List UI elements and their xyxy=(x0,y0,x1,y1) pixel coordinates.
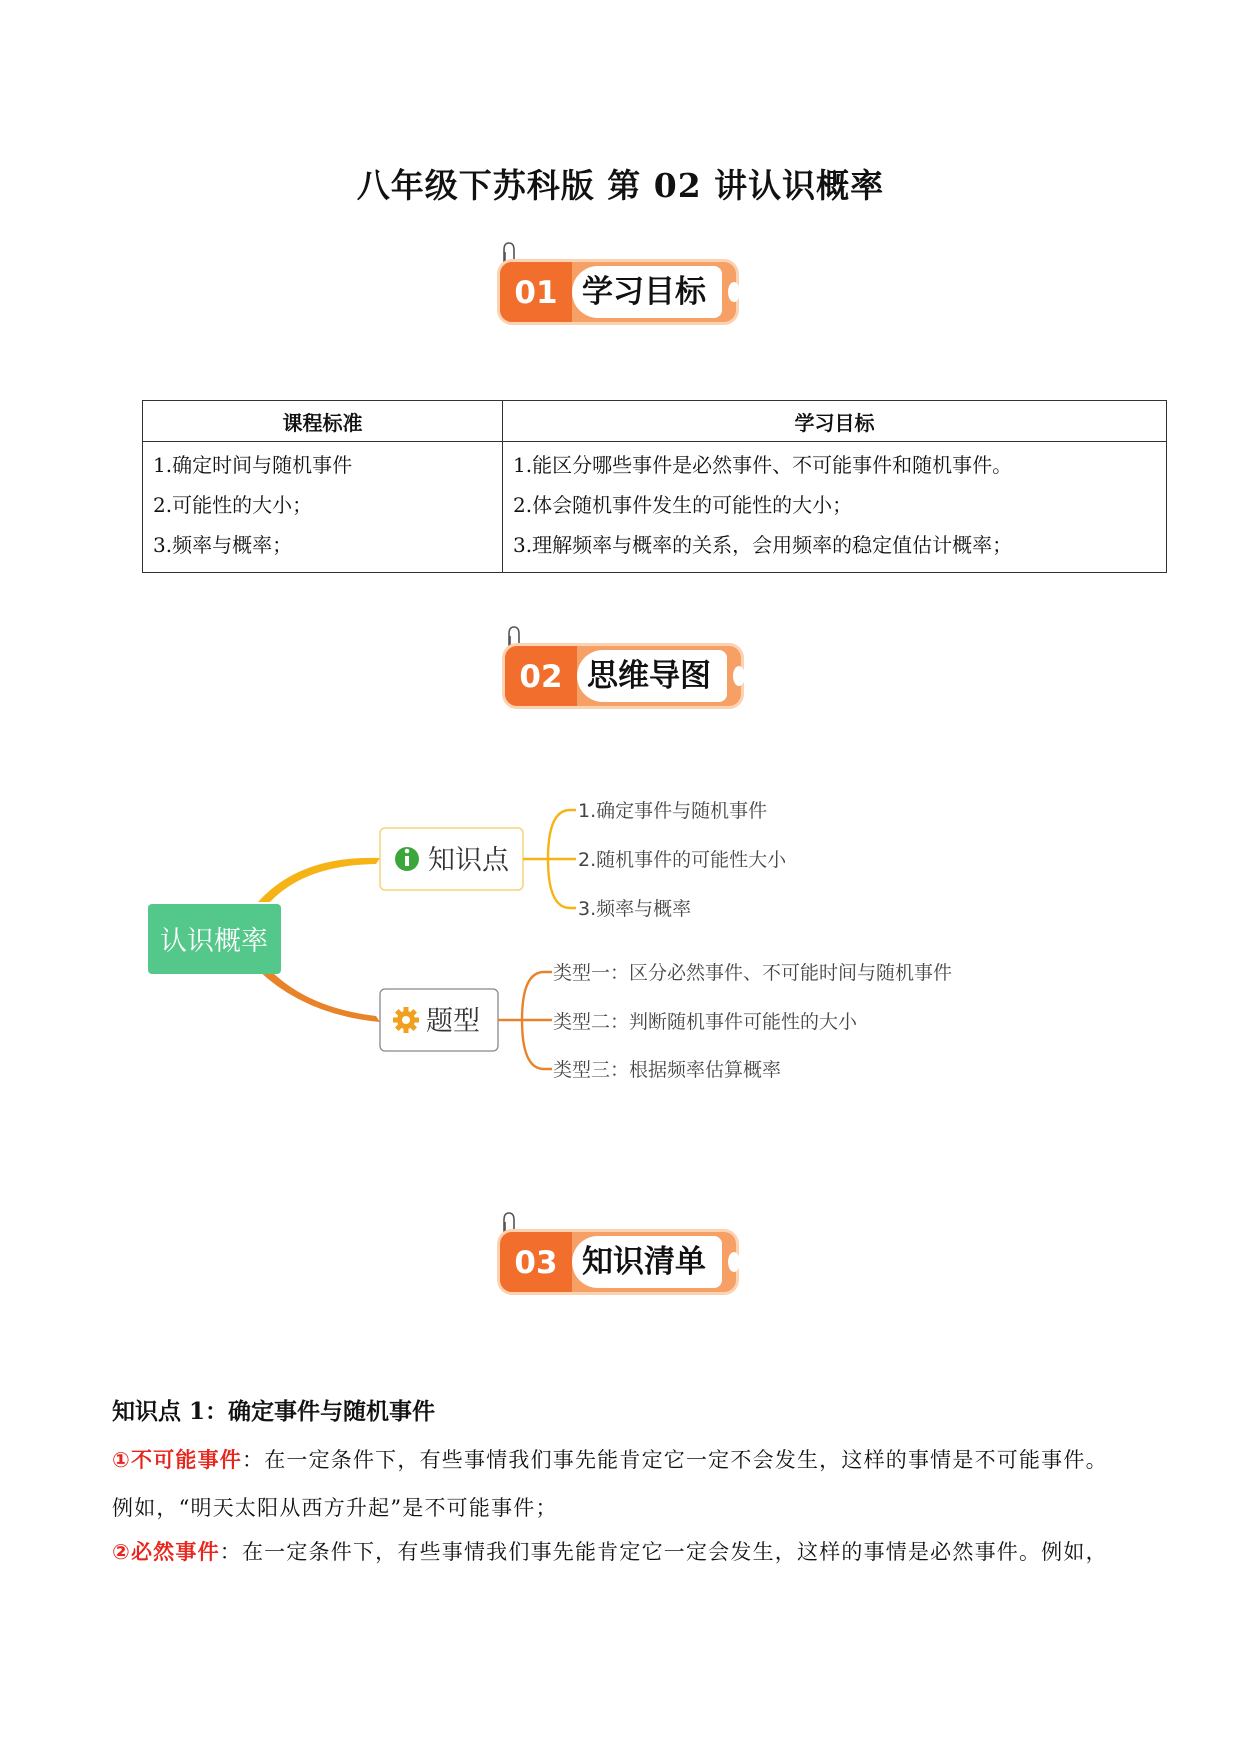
list-item: 1.能区分哪些事件是必然事件、不可能事件和随机事件。 xyxy=(513,453,1013,477)
table-header: 课程标准 xyxy=(143,401,503,442)
section-label: 知识清单 xyxy=(572,1236,722,1288)
connector-types xyxy=(258,970,380,1022)
table-header: 学习目标 xyxy=(503,401,1167,442)
branch-label-knowledge: 知识点 xyxy=(428,845,509,876)
table-header-row xyxy=(143,401,1167,442)
list-item: 类型三：根据频率估算概率 xyxy=(553,1059,782,1081)
table-cell xyxy=(503,442,1167,573)
paragraph-impossible-event xyxy=(112,1444,1108,1474)
definition-text: 在一定条件下，有些事情我们事先能肯定它一定不会发生，这样的事情是不可能事件。 xyxy=(264,1448,1108,1472)
connector-knowledge xyxy=(258,858,380,902)
knowledge-heading: 知识点 1：确定事件与随机事件 xyxy=(112,1398,436,1425)
list-item: 3.频率与概率； xyxy=(153,533,293,557)
goals-table xyxy=(142,400,1167,573)
list-item: 2.体会随机事件发生的可能性的大小； xyxy=(513,493,853,517)
branch-label-types: 题型 xyxy=(426,1006,480,1037)
bracket-knowledge xyxy=(523,810,576,908)
list-item: 1.确定时间与随机事件 xyxy=(153,453,353,477)
list-item: 2.随机事件的可能性大小 xyxy=(578,849,787,871)
definition-text: 在一定条件下，有些事情我们事先能肯定它一定会发生，这样的事情是必然事件。例如， xyxy=(241,1540,1108,1564)
section-number: 02 xyxy=(505,646,577,706)
paragraph-certain-event xyxy=(112,1536,1108,1566)
bracket-types xyxy=(498,972,552,1069)
term-colon: ： xyxy=(219,1540,242,1564)
info-icon xyxy=(395,847,419,871)
list-item: 2.可能性的大小； xyxy=(153,493,313,517)
document-title: 八年级下苏科版 第 02 讲认识概率 xyxy=(356,166,885,205)
table-row xyxy=(143,442,1167,573)
section-number: 01 xyxy=(500,262,572,322)
section-header-goals xyxy=(496,240,746,330)
term-certain-event: ②必然事件 xyxy=(112,1540,220,1564)
section-label: 学习目标 xyxy=(572,266,722,318)
list-item: 3.理解频率与概率的关系，会用频率的稳定值估计概率； xyxy=(513,533,1013,557)
term-colon: ： xyxy=(241,1448,265,1472)
section-header-checklist xyxy=(496,1210,746,1300)
gear-icon xyxy=(393,1007,419,1033)
table-cell xyxy=(143,442,503,573)
list-item: 类型一：区分必然事件、不可能时间与随机事件 xyxy=(553,962,953,984)
section-label: 思维导图 xyxy=(577,650,727,702)
list-item: 3.频率与概率 xyxy=(578,898,692,920)
section-header-mindmap xyxy=(501,624,751,714)
paragraph-example xyxy=(112,1492,558,1522)
term-impossible-event: ①不可能事件 xyxy=(112,1448,242,1472)
list-item: 1.确定事件与随机事件 xyxy=(578,800,768,822)
section-number: 03 xyxy=(500,1232,572,1292)
list-item: 类型二：判断随机事件可能性的大小 xyxy=(553,1011,858,1033)
example-text: 例如，“明天太阳从西方升起”是不可能事件； xyxy=(112,1496,558,1520)
mind-map xyxy=(130,780,1030,1100)
root-label: 认识概率 xyxy=(160,926,268,957)
